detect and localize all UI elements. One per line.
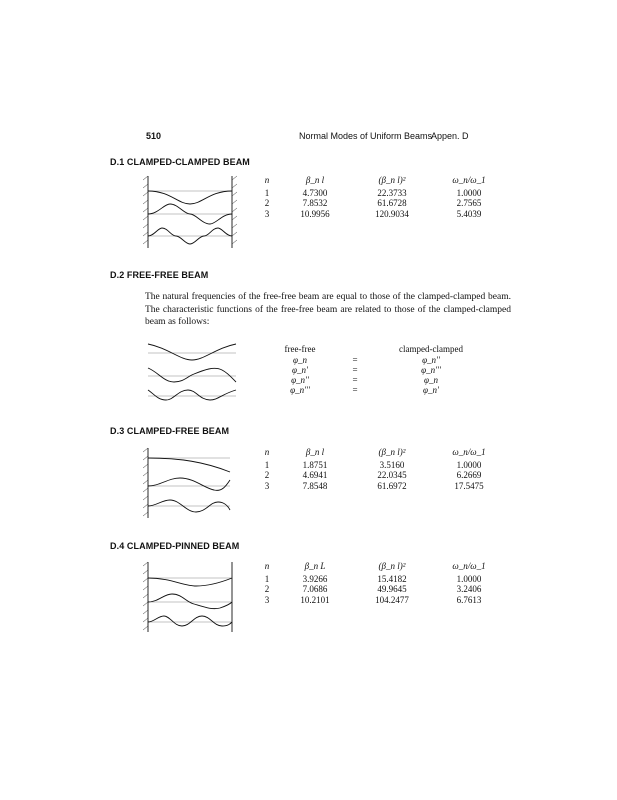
cell-omega-ratio: 5.4039	[456, 208, 482, 219]
cell-beta-l-squared: 22.3733	[377, 188, 407, 198]
table-row	[256, 574, 506, 584]
cell-beta-l-squared: 61.6728	[377, 198, 407, 209]
cell-omega-ratio: 1.0000	[456, 188, 482, 198]
mode-3-curve	[148, 616, 232, 626]
cell-omega-ratio: 6.2669	[456, 470, 482, 481]
col-beta-l-squared: (β_n l)²	[378, 560, 406, 571]
table-row	[256, 481, 506, 491]
free-free-mode-diagram	[144, 338, 240, 404]
cell-beta-l: 10.9956	[300, 208, 330, 219]
col-beta-l-squared: (β_n l)²	[378, 446, 406, 457]
mode-2-curve	[148, 478, 230, 490]
col-n: n	[264, 560, 270, 571]
mode-1-curve	[148, 344, 236, 360]
free-free-paragraph: The natural frequencies of the free-free beam are equal to those of the clamped-clamped beam. The characteristic functions of the free-free beam are related to those of the clamped-clamped beam as follows:	[145, 292, 511, 328]
table-row	[256, 595, 506, 605]
cell-beta-l-squared: 120.9034	[375, 208, 409, 219]
cell-omega-ratio: 1.0000	[456, 460, 482, 470]
mode-2-curve	[148, 594, 232, 609]
cell-free-free: φ_n''	[291, 375, 309, 385]
table-row	[266, 385, 486, 395]
mode-1-curve	[148, 191, 232, 204]
col-beta-l: β_n L	[304, 560, 326, 571]
appendix-label: Appen. D	[431, 131, 469, 141]
table-row	[256, 198, 506, 208]
clamped-free-table	[256, 446, 506, 491]
cell-omega-ratio: 2.7565	[456, 198, 482, 209]
clamped-free-mode-diagram	[140, 446, 240, 522]
cell-n: 1	[264, 574, 270, 584]
col-omega-ratio: ω_n/ω_1	[452, 446, 486, 457]
table-row	[256, 584, 506, 594]
cell-n: 3	[264, 480, 270, 491]
cell-clamped-clamped: φ_n''	[422, 355, 440, 365]
cell-free-free: φ_n'''	[290, 385, 310, 395]
table-row	[256, 470, 506, 480]
section-heading-d1: D.1 CLAMPED-CLAMPED BEAM	[110, 157, 250, 167]
page-number: 510	[146, 131, 162, 141]
cell-beta-l: 1.8751	[302, 460, 328, 470]
col-beta-l-squared: (β_n l)²	[378, 174, 406, 185]
cell-omega-ratio: 1.0000	[456, 574, 482, 584]
table-row	[266, 375, 486, 385]
mode-1-curve	[148, 458, 230, 472]
col-clamped-clamped: clamped-clamped	[399, 344, 463, 354]
running-title: Normal Modes of Uniform Beams	[299, 131, 433, 141]
cell-free-free: φ_n'	[292, 365, 308, 375]
cell-beta-l: 7.8548	[302, 480, 328, 491]
cell-clamped-clamped: φ_n'''	[421, 365, 441, 375]
cell-beta-l: 7.0686	[302, 584, 328, 595]
col-beta-l: β_n l	[305, 174, 325, 185]
cell-beta-l: 3.9266	[302, 574, 328, 584]
cell-equals: =	[352, 355, 358, 365]
cell-beta-l-squared: 104.2477	[375, 594, 409, 605]
cell-omega-ratio: 3.2406	[456, 584, 482, 595]
left-clamp	[143, 176, 148, 248]
col-free-free: free-free	[284, 344, 316, 354]
clamped-clamped-table	[256, 174, 506, 219]
free-free-relation-table	[266, 343, 486, 395]
clamped-clamped-mode-diagram	[140, 174, 240, 252]
mode-3-curve	[148, 390, 236, 400]
cell-omega-ratio: 17.5475	[454, 480, 484, 491]
cell-n: 3	[264, 208, 270, 219]
col-omega-ratio: ω_n/ω_1	[452, 174, 486, 185]
cell-n: 2	[264, 584, 270, 595]
cell-n: 3	[264, 594, 270, 605]
section-heading-d4: D.4 CLAMPED-PINNED BEAM	[110, 541, 240, 551]
table-row	[256, 188, 506, 198]
cell-beta-l: 4.6941	[302, 470, 328, 481]
mode-1-curve	[148, 578, 232, 586]
table-row	[266, 355, 486, 365]
mode-2-curve	[148, 368, 236, 382]
cell-beta-l-squared: 49.9645	[377, 584, 407, 595]
cell-beta-l-squared: 3.5160	[379, 460, 405, 470]
right-clamp	[232, 176, 237, 248]
col-n: n	[264, 446, 270, 457]
table-row	[266, 365, 486, 375]
section-heading-d3: D.3 CLAMPED-FREE BEAM	[110, 426, 230, 436]
left-clamp	[143, 448, 148, 518]
cell-n: 1	[264, 188, 270, 198]
cell-beta-l: 7.8532	[302, 198, 328, 209]
cell-clamped-clamped: φ_n	[424, 375, 438, 385]
cell-beta-l-squared: 61.6972	[377, 480, 407, 491]
col-n: n	[264, 174, 270, 185]
cell-omega-ratio: 6.7613	[456, 594, 482, 605]
table-row	[256, 460, 506, 470]
section-heading-d2: D.2 FREE-FREE BEAM	[110, 270, 209, 280]
cell-equals: =	[352, 375, 358, 385]
cell-n: 2	[264, 470, 270, 481]
cell-free-free: φ_n	[293, 355, 307, 365]
table-row	[256, 209, 506, 219]
cell-beta-l-squared: 22.0345	[377, 470, 407, 481]
left-clamp	[143, 562, 148, 632]
cell-equals: =	[352, 365, 358, 375]
cell-equals: =	[352, 385, 358, 395]
cell-n: 1	[264, 460, 270, 470]
cell-clamped-clamped: φ_n'	[423, 385, 439, 395]
clamped-pinned-mode-diagram	[140, 560, 240, 636]
col-omega-ratio: ω_n/ω_1	[452, 560, 486, 571]
col-beta-l: β_n l	[305, 446, 325, 457]
cell-beta-l: 4.7300	[302, 188, 328, 198]
cell-beta-l-squared: 15.4182	[377, 574, 407, 584]
clamped-pinned-table	[256, 560, 506, 605]
cell-beta-l: 10.2101	[300, 594, 330, 605]
cell-n: 2	[264, 198, 270, 209]
